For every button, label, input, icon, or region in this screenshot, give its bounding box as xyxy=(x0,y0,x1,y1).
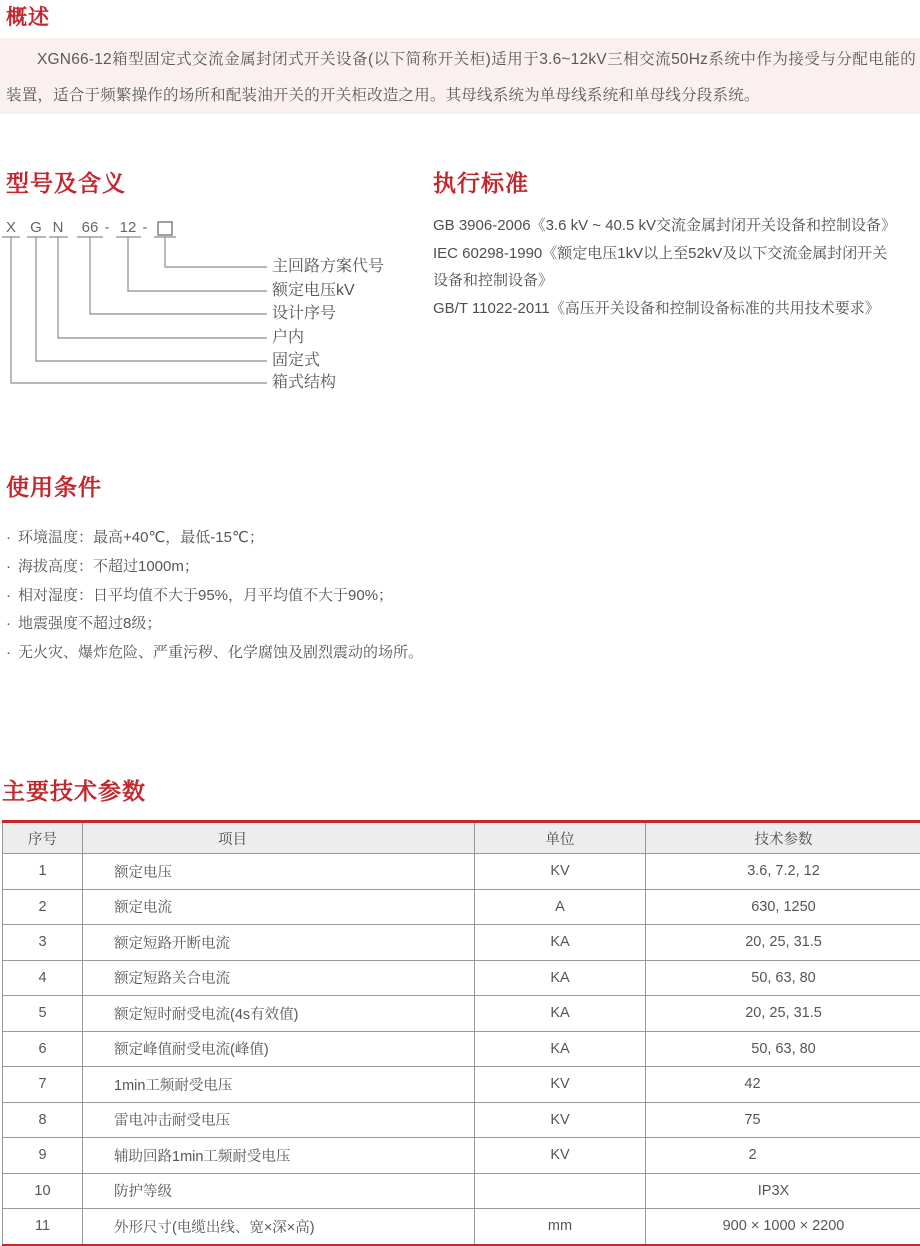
code-letter-x: X xyxy=(5,219,16,236)
leader-line-indoor xyxy=(58,237,267,338)
standard-line: GB 3906-2006《3.6 kV ~ 40.5 kV交流金属封闭开关设备和控制设备》 xyxy=(433,217,897,234)
cell-item: 额定电流 xyxy=(83,889,475,925)
table-row xyxy=(3,1173,920,1209)
code-dash: - xyxy=(142,219,148,236)
cell-unit: KV xyxy=(475,1102,646,1138)
cell-unit: KA xyxy=(475,1031,646,1067)
table-row xyxy=(3,925,920,961)
cell-item: 辅助回路1min工频耐受电压 xyxy=(83,1138,475,1174)
table-row xyxy=(3,854,920,890)
table-row xyxy=(3,1209,920,1246)
bullet-dot: · xyxy=(6,644,11,662)
table-row xyxy=(3,996,920,1032)
cell-no: 6 xyxy=(3,1031,83,1067)
bullet-dot: · xyxy=(6,557,11,575)
cell-no: 3 xyxy=(3,925,83,961)
cell-unit: A xyxy=(475,889,646,925)
overview-paragraph-band xyxy=(0,38,920,114)
cell-item: 额定短时耐受电流(4s有效值) xyxy=(83,996,475,1032)
col-header-no: 序号 xyxy=(3,822,83,854)
code-number-12: 12 xyxy=(119,219,137,236)
conditions-section-title: 使用条件 xyxy=(6,474,102,500)
placeholder-box-icon xyxy=(158,222,172,235)
cell-item: 外形尺寸(电缆出线、宽×深×高) xyxy=(83,1209,475,1246)
col-header-value: 技术参数 xyxy=(646,822,920,854)
cell-no: 2 xyxy=(3,889,83,925)
cell-unit: mm xyxy=(475,1209,646,1246)
cell-value: 50, 63, 80 xyxy=(646,960,920,996)
table-header-row xyxy=(3,822,920,854)
table-row xyxy=(3,1031,920,1067)
leader-line-main-circuit xyxy=(165,237,267,267)
cell-unit: KA xyxy=(475,960,646,996)
condition-item xyxy=(6,610,706,639)
cell-value: IP3X xyxy=(646,1173,920,1209)
condition-text: 环境温度：最高+40℃，最低-15℃； xyxy=(18,529,264,546)
cell-item: 额定短路开断电流 xyxy=(83,925,475,961)
cell-item: 防护等级 xyxy=(83,1173,475,1209)
cell-item: 额定电压 xyxy=(83,854,475,890)
diagram-label-box-structure: 箱式结构 xyxy=(272,374,337,391)
cell-value: 20, 25, 31.5 xyxy=(646,925,920,961)
cell-value: 900 × 1000 × 2200 xyxy=(646,1209,920,1246)
code-number-66: 66 xyxy=(81,219,99,236)
standards-list xyxy=(433,212,920,322)
leader-line-rated-voltage xyxy=(128,237,267,291)
tech-params-section-title: 主要技术参数 xyxy=(2,778,146,804)
cell-unit: KV xyxy=(475,854,646,890)
diagram-label-indoor: 户内 xyxy=(272,329,305,346)
code-letter-n: N xyxy=(52,219,64,236)
condition-text: 无火灾、爆炸危险、严重污秽、化学腐蚀及剧烈震动的场所。 xyxy=(18,644,424,662)
condition-text: 相对湿度：日平均值不大于95%，月平均值不大于90%； xyxy=(18,586,394,604)
cell-unit: KV xyxy=(475,1138,646,1174)
condition-item xyxy=(6,639,706,668)
bullet-dot: · xyxy=(6,529,11,546)
cell-no: 9 xyxy=(3,1138,83,1174)
condition-item xyxy=(6,553,706,582)
col-header-item: 项目 xyxy=(83,822,475,854)
cell-value: 20, 25, 31.5 xyxy=(646,996,920,1032)
condition-item xyxy=(6,524,706,553)
table-row xyxy=(3,960,920,996)
code-dash: - xyxy=(104,219,110,236)
diagram-lines xyxy=(0,210,460,410)
cell-unit: KA xyxy=(475,925,646,961)
tech-params-table xyxy=(2,820,920,1246)
standard-line: 设备和控制设备》 xyxy=(433,272,554,289)
cell-value: 3.6, 7.2, 12 xyxy=(646,854,920,890)
cell-no: 8 xyxy=(3,1102,83,1138)
standard-line: IEC 60298-1990《额定电压1kV以上至52kV及以下交流金属封闭开关 xyxy=(433,244,888,262)
condition-text: 海拔高度：不超过1000m； xyxy=(18,557,199,575)
cell-item: 1min工频耐受电压 xyxy=(83,1067,475,1103)
cell-item: 额定峰值耐受电流(峰值) xyxy=(83,1031,475,1067)
conditions-list xyxy=(6,524,706,668)
condition-text: 地震强度不超过8级； xyxy=(18,615,162,633)
cell-unit: KV xyxy=(475,1067,646,1103)
table-row xyxy=(3,1138,920,1174)
model-section-title: 型号及含义 xyxy=(6,170,126,196)
table-row xyxy=(3,1067,920,1103)
cell-no: 4 xyxy=(3,960,83,996)
cell-unit xyxy=(475,1173,646,1209)
cell-value: 50, 63, 80 xyxy=(646,1031,920,1067)
standards-section-title: 执行标准 xyxy=(433,170,529,196)
col-header-unit: 单位 xyxy=(475,822,646,854)
bullet-dot: · xyxy=(6,586,11,604)
cell-no: 10 xyxy=(3,1173,83,1209)
code-letter-g: G xyxy=(30,219,42,236)
diagram-label-fixed-type: 固定式 xyxy=(272,352,321,369)
diagram-label-rated-voltage: 额定电压kV xyxy=(272,282,355,299)
cell-no: 1 xyxy=(3,854,83,890)
cell-value: 2 xyxy=(646,1138,920,1174)
cell-no: 5 xyxy=(3,996,83,1032)
cell-item: 额定短路关合电流 xyxy=(83,960,475,996)
overview-section-title: 概述 xyxy=(6,6,50,29)
diagram-label-design-serial: 设计序号 xyxy=(272,305,337,322)
leader-line-design-serial xyxy=(90,237,267,314)
model-code-diagram xyxy=(0,210,460,410)
cell-no: 7 xyxy=(3,1067,83,1103)
table-row xyxy=(3,889,920,925)
cell-value: 42 xyxy=(646,1067,920,1103)
cell-item: 雷电冲击耐受电压 xyxy=(83,1102,475,1138)
overview-paragraph: XGN66-12箱型固定式交流金属封闭式开关设备(以下简称开关柜)适用于3.6~12kV三相交流50Hz系统中作为接受与分配电能的装置，适合于频繁操作的场所和配装油开关的开关柜改造之用。其母线系统为单母线系统和单母线分段系统。 xyxy=(6,51,916,104)
bullet-dot: · xyxy=(6,615,11,633)
cell-unit: KA xyxy=(475,996,646,1032)
condition-item xyxy=(6,582,706,611)
cell-no: 11 xyxy=(3,1209,83,1246)
table-row xyxy=(3,1102,920,1138)
diagram-label-main-circuit: 主回路方案代号 xyxy=(272,258,385,275)
cell-value: 75 xyxy=(646,1102,920,1138)
leader-line-fixed-type xyxy=(36,237,267,361)
cell-value: 630, 1250 xyxy=(646,889,920,925)
standard-line: GB/T 11022-2011《高压开关设备和控制设备标准的共用技术要求》 xyxy=(433,299,880,317)
